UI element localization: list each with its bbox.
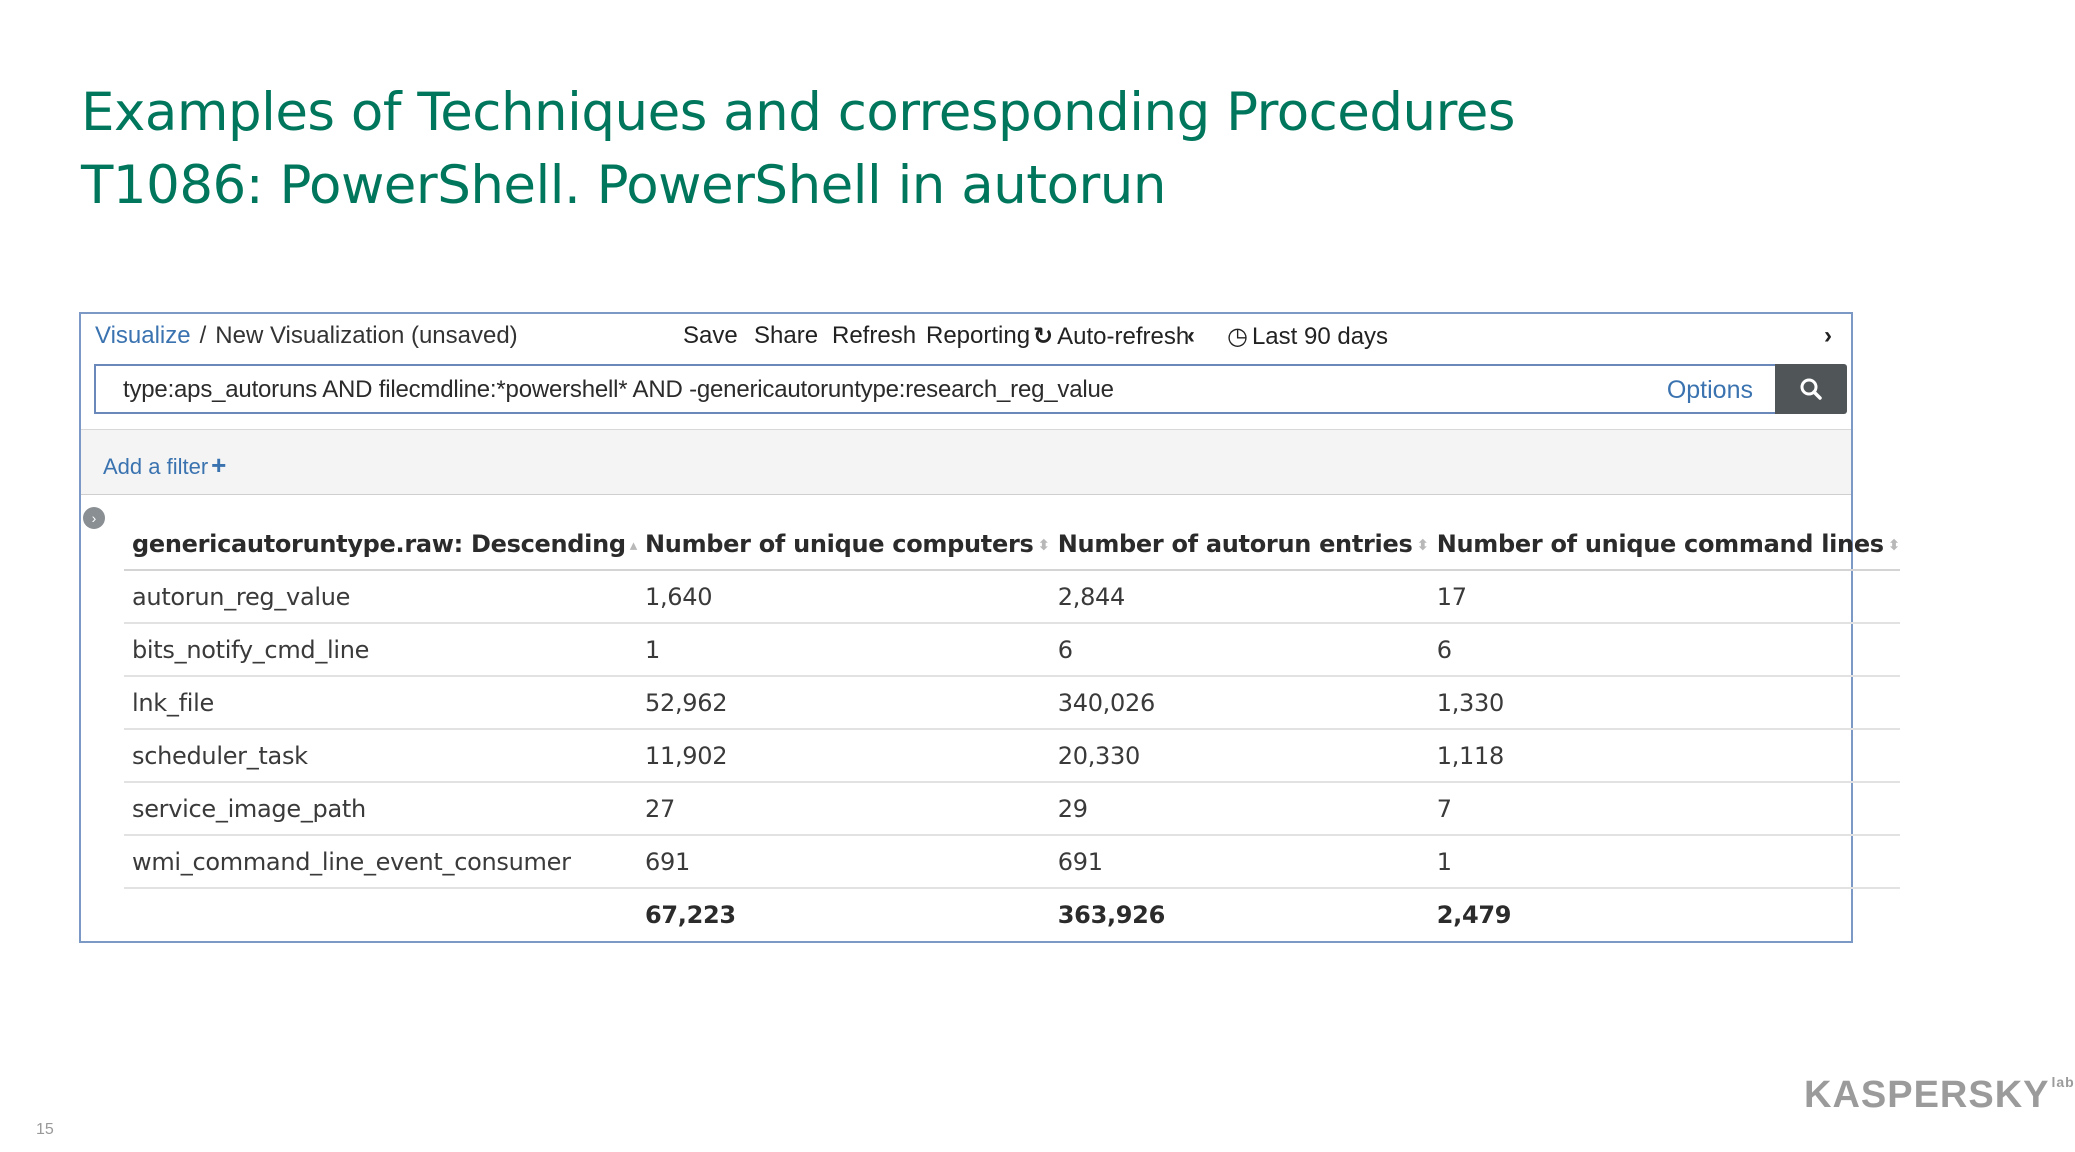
table-cell: 17 (1429, 570, 1900, 623)
add-filter-label: Add a filter (103, 454, 209, 479)
table-row (124, 835, 1900, 888)
table-row (124, 570, 1900, 623)
search-bar (94, 364, 1840, 414)
table-cell: 1,330 (1429, 676, 1900, 729)
table-cell: 52,962 (637, 676, 1050, 729)
total-cell: 67,223 (645, 900, 736, 929)
logo-text: KASPERSKY (1804, 1074, 2050, 1116)
table-cell: 11,902 (637, 729, 1050, 782)
save-button[interactable]: Save (683, 322, 738, 349)
table-header-row (124, 519, 1900, 570)
sort-icon: ⬍ (1887, 536, 1901, 554)
slide-title-line2: T1086: PowerShell. PowerShell in autorun (81, 155, 1166, 216)
table-cell (124, 888, 637, 940)
column-header[interactable]: Number of unique computers ⬍ (637, 519, 1050, 570)
time-picker-button[interactable] (1227, 322, 1388, 351)
table-cell: 27 (637, 782, 1050, 835)
auto-refresh-label: Auto-refresh (1057, 323, 1190, 350)
chevron-right-icon[interactable]: › (1824, 322, 1832, 349)
search-input[interactable] (94, 364, 1777, 414)
top-nav (81, 314, 1851, 354)
table-total-row (124, 888, 1900, 940)
collapse-sidebar-icon[interactable]: › (83, 507, 105, 529)
sort-icon: ⬍ (1416, 536, 1429, 554)
table-row (124, 623, 1900, 676)
kaspersky-logo (1804, 1074, 2075, 1117)
table-row (124, 782, 1900, 835)
auto-refresh-button[interactable] (1033, 322, 1189, 351)
breadcrumb-visualize-link[interactable]: Visualize (95, 322, 191, 349)
filter-bar (81, 429, 1851, 495)
search-query-text: type:aps_autoruns AND filecmdline:*powershell* AND -genericautoruntype:research_reg_value (123, 376, 1114, 403)
refresh-icon: ↻ (1033, 323, 1054, 350)
time-range-label: Last 90 days (1251, 323, 1389, 350)
column-header[interactable]: Number of unique command lines ⬍ (1429, 519, 1900, 570)
total-cell: 2,479 (1436, 900, 1512, 929)
share-button[interactable]: Share (754, 322, 819, 349)
breadcrumb-current: New Visualization (unsaved) (215, 322, 518, 349)
logo-suffix: lab (2051, 1074, 2075, 1090)
search-icon (1799, 377, 1823, 401)
table-cell: 1 (637, 623, 1050, 676)
data-table (124, 519, 1900, 940)
plus-icon: + (211, 450, 227, 480)
table-cell: 20,330 (1050, 729, 1429, 782)
table-cell: 2,844 (1050, 570, 1429, 623)
table-cell: service_image_path (124, 782, 637, 835)
table-cell: 1 (1429, 835, 1900, 888)
table-cell: scheduler_task (124, 729, 637, 782)
table-cell: lnk_file (124, 676, 637, 729)
slide-title-line1: Examples of Techniques and corresponding Procedures (81, 82, 1515, 143)
table-cell: 29 (1050, 782, 1429, 835)
table-cell: bits_notify_cmd_line (124, 623, 637, 676)
breadcrumb-separator: / (199, 322, 207, 349)
column-header[interactable]: genericautoruntype.raw: Descending ▴ (124, 519, 637, 570)
table-cell: 1,640 (637, 570, 1050, 623)
total-cell: 363,926 (1057, 900, 1165, 929)
table-cell: 1,118 (1429, 729, 1900, 782)
table-row (124, 676, 1900, 729)
table-cell: wmi_command_line_event_consumer (124, 835, 637, 888)
breadcrumb (95, 322, 518, 350)
sort-asc-icon: ▴ (629, 536, 637, 554)
reporting-button[interactable]: Reporting (926, 322, 1031, 349)
slide-title (81, 76, 1515, 222)
page-number: 15 (36, 1121, 54, 1138)
table-cell: 7 (1429, 782, 1900, 835)
kibana-panel (79, 312, 1901, 943)
add-filter-button[interactable] (103, 450, 226, 481)
column-header[interactable]: Number of autorun entries ⬍ (1050, 519, 1429, 570)
table-row (124, 729, 1900, 782)
table-cell: 691 (1050, 835, 1429, 888)
refresh-button[interactable]: Refresh (832, 322, 917, 349)
table-cell: autorun_reg_value (124, 570, 637, 623)
clock-icon: ◷ (1227, 323, 1248, 350)
table-cell: 6 (1429, 623, 1900, 676)
chevron-left-icon[interactable]: ‹ (1187, 322, 1195, 349)
sort-icon: ⬍ (1037, 536, 1050, 554)
table-cell: 340,026 (1050, 676, 1429, 729)
table-cell: 691 (637, 835, 1050, 888)
search-button[interactable] (1775, 364, 1847, 414)
table-cell: 6 (1050, 623, 1429, 676)
options-link[interactable]: Options (1666, 376, 1753, 404)
